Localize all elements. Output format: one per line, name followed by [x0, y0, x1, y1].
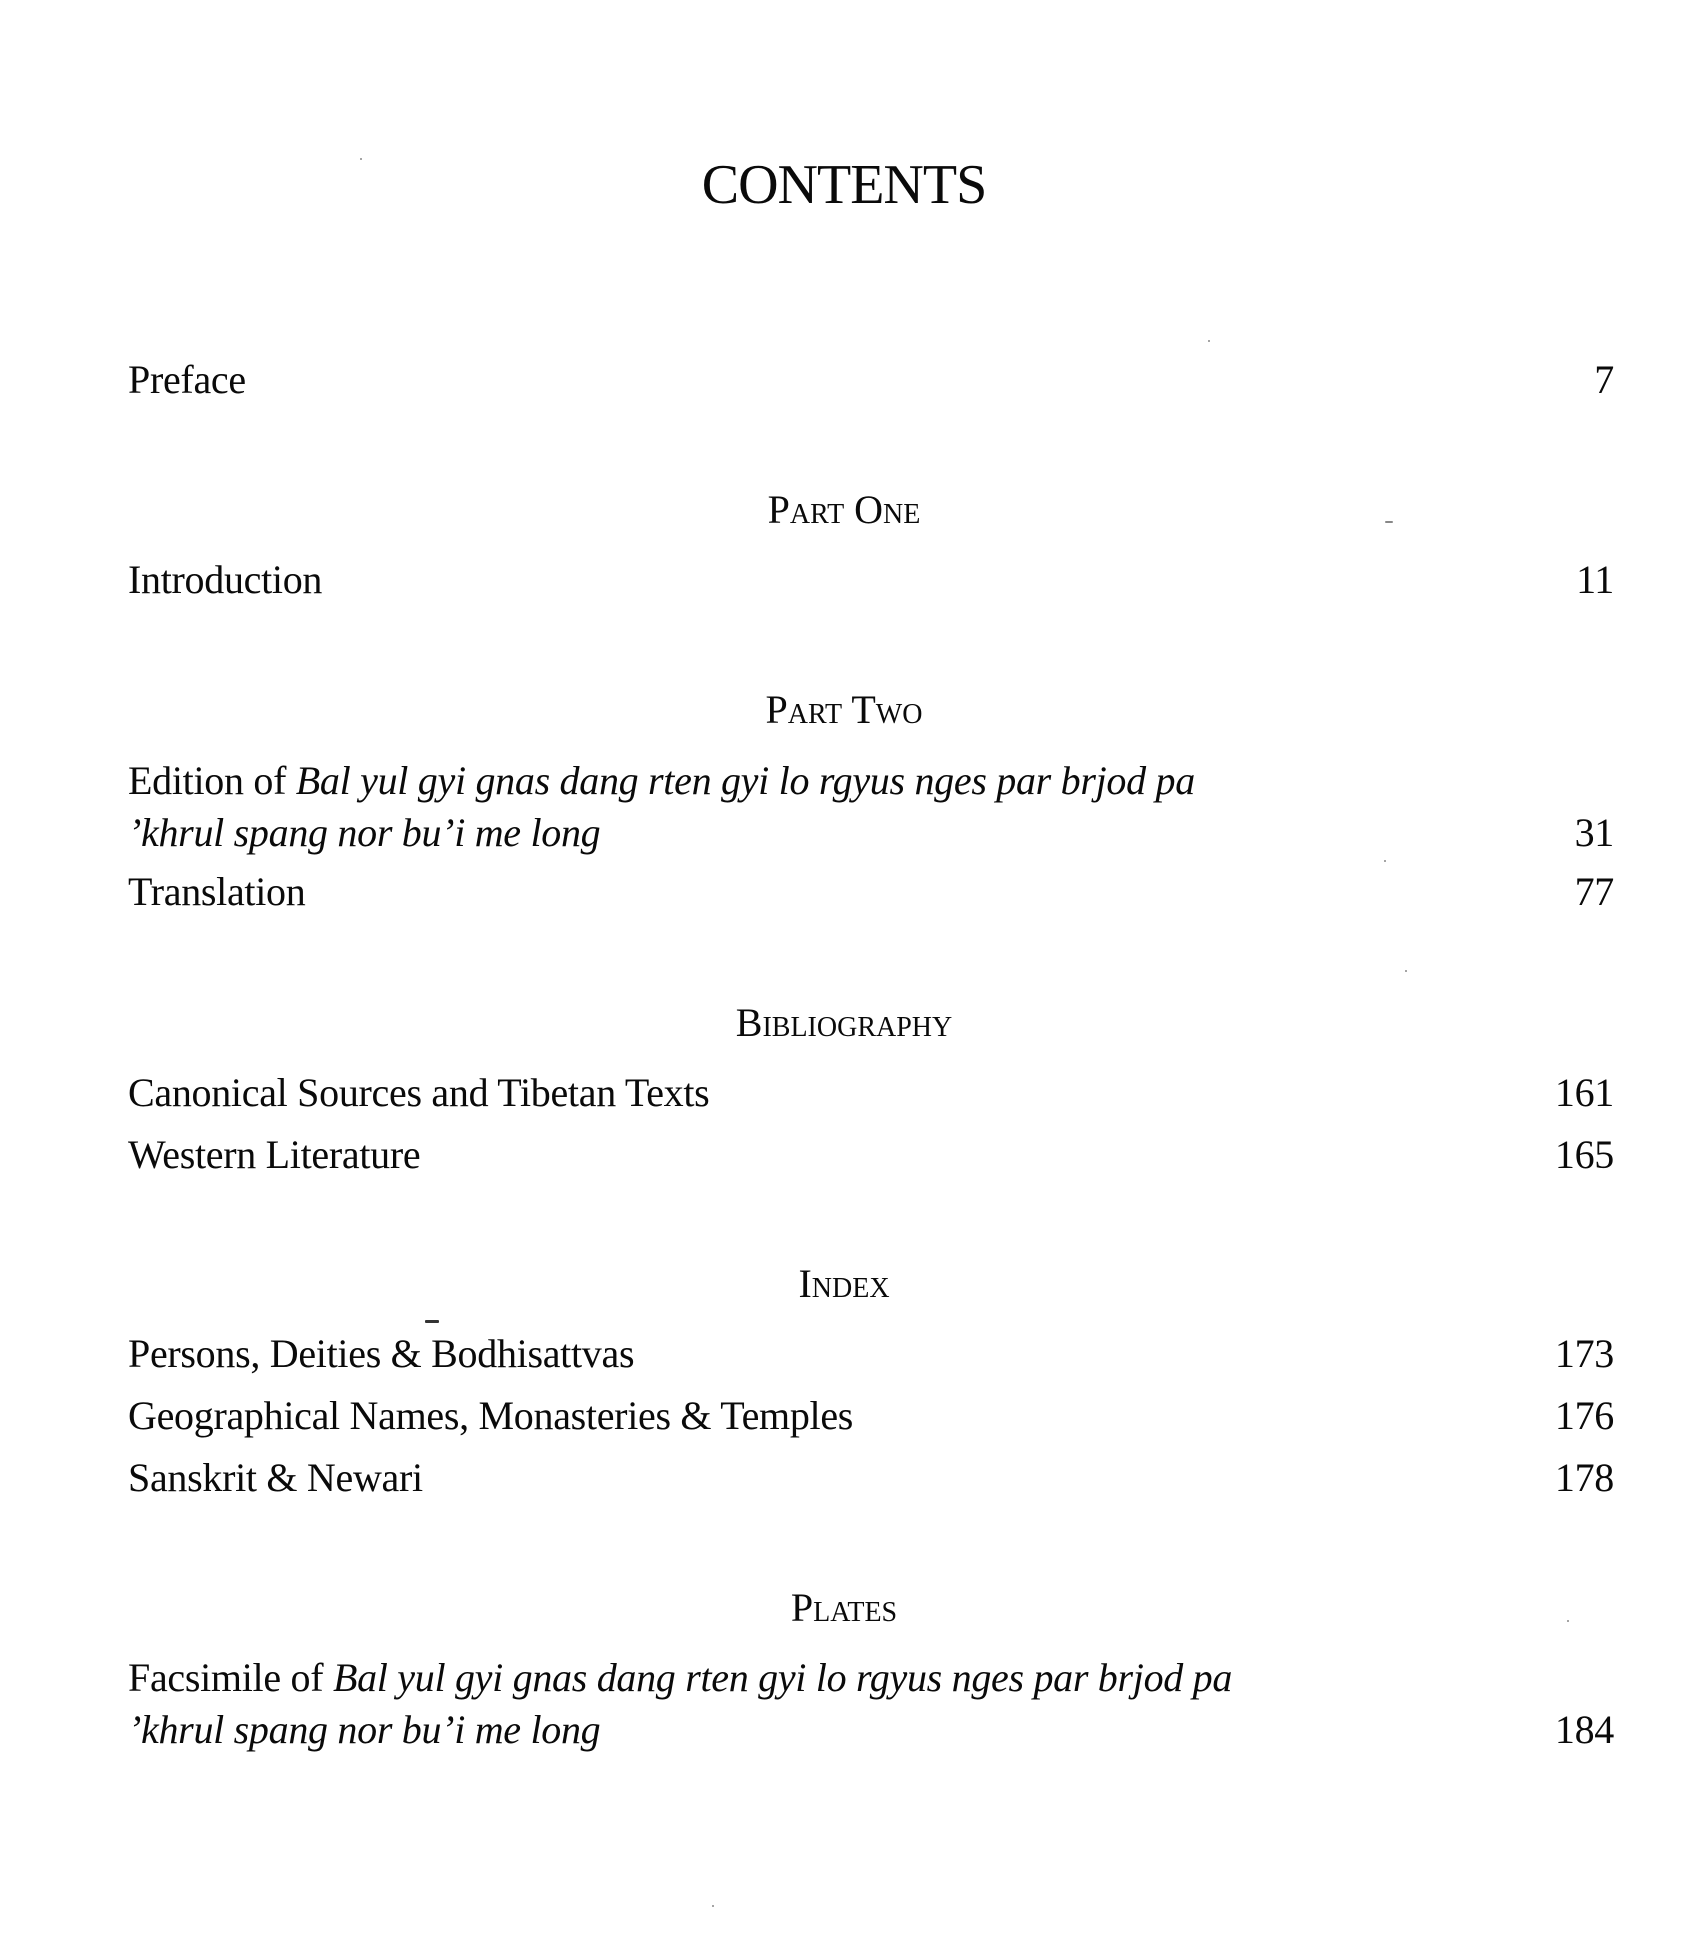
toc-entry-facsimile: [128, 1652, 1614, 1756]
toc-entry-page: 7: [1594, 357, 1614, 402]
toc-entry-page: 178: [1554, 1455, 1614, 1500]
scan-speck: [1567, 1620, 1569, 1622]
toc-entry-label: Canonical Sources and Tibetan Texts: [128, 1070, 710, 1115]
toc-entry-label: Sanskrit & Newari: [128, 1455, 423, 1500]
toc-entry-preface: [128, 354, 1614, 406]
section-heading-bibliography: Bibliography: [735, 1000, 953, 1045]
toc-entry-sanskrit-newari: [128, 1452, 1614, 1504]
scan-speck: [1384, 860, 1386, 862]
section-heading-part-one: Part One: [767, 487, 921, 532]
scan-speck: [1405, 970, 1407, 972]
toc-entry-page: 77: [1574, 869, 1614, 914]
toc-entry-label: [128, 755, 1428, 859]
toc-entry-title-line1: Bal yul gyi gnas dang rten gyi lo rgyus nges par brjod pa: [332, 1655, 1233, 1700]
toc-entry-introduction: [128, 554, 1614, 606]
scan-speck: [360, 158, 362, 160]
toc-entry-page: 161: [1554, 1070, 1614, 1115]
toc-entry-page: 11: [1576, 557, 1614, 602]
toc-entry-geographical-names: [128, 1390, 1614, 1442]
toc-entry-label: Persons, Deities & Bodhisattvas: [128, 1331, 635, 1376]
toc-entry-label: [128, 1652, 1428, 1756]
toc-entry-title-line1: Bal yul gyi gnas dang rten gyi lo rgyus nges par brjod pa: [295, 758, 1195, 803]
toc-entry-label: Western Literature: [128, 1132, 421, 1177]
toc-entry-label-prefix: Facsimile of: [128, 1655, 333, 1700]
toc-entry-canonical-sources: [128, 1067, 1614, 1119]
toc-entry-label: Preface: [128, 357, 246, 402]
toc-entry-persons: [128, 1328, 1614, 1380]
toc-entry-western-literature: [128, 1129, 1614, 1181]
toc-entry-translation: [128, 866, 1614, 918]
scan-speck: [1385, 521, 1393, 523]
toc-entry-page: 165: [1554, 1132, 1614, 1177]
page-title: CONTENTS: [701, 154, 987, 216]
toc-entry-page: 176: [1554, 1393, 1614, 1438]
toc-entry-title-line2: ’khrul spang nor bu’i me long: [128, 810, 601, 855]
toc-entry-page: 31: [1574, 810, 1614, 855]
toc-entry-page: 173: [1554, 1331, 1614, 1376]
section-heading-part-two: Part Two: [765, 687, 923, 732]
toc-entry-edition: [128, 755, 1614, 859]
scan-speck: [712, 1905, 714, 1907]
toc-entry-label: Translation: [128, 869, 306, 914]
section-heading-plates: Plates: [790, 1585, 898, 1630]
toc-entry-page: 184: [1554, 1707, 1614, 1752]
toc-entry-label: Geographical Names, Monasteries & Temples: [128, 1393, 854, 1438]
section-heading-index: Index: [798, 1261, 890, 1306]
toc-entry-label-prefix: Edition of: [128, 758, 296, 803]
scan-speck: [425, 1320, 439, 1323]
scan-speck: [1208, 340, 1210, 342]
toc-entry-title-line2: ’khrul spang nor bu’i me long: [128, 1707, 601, 1752]
toc-entry-label: Introduction: [128, 557, 323, 602]
